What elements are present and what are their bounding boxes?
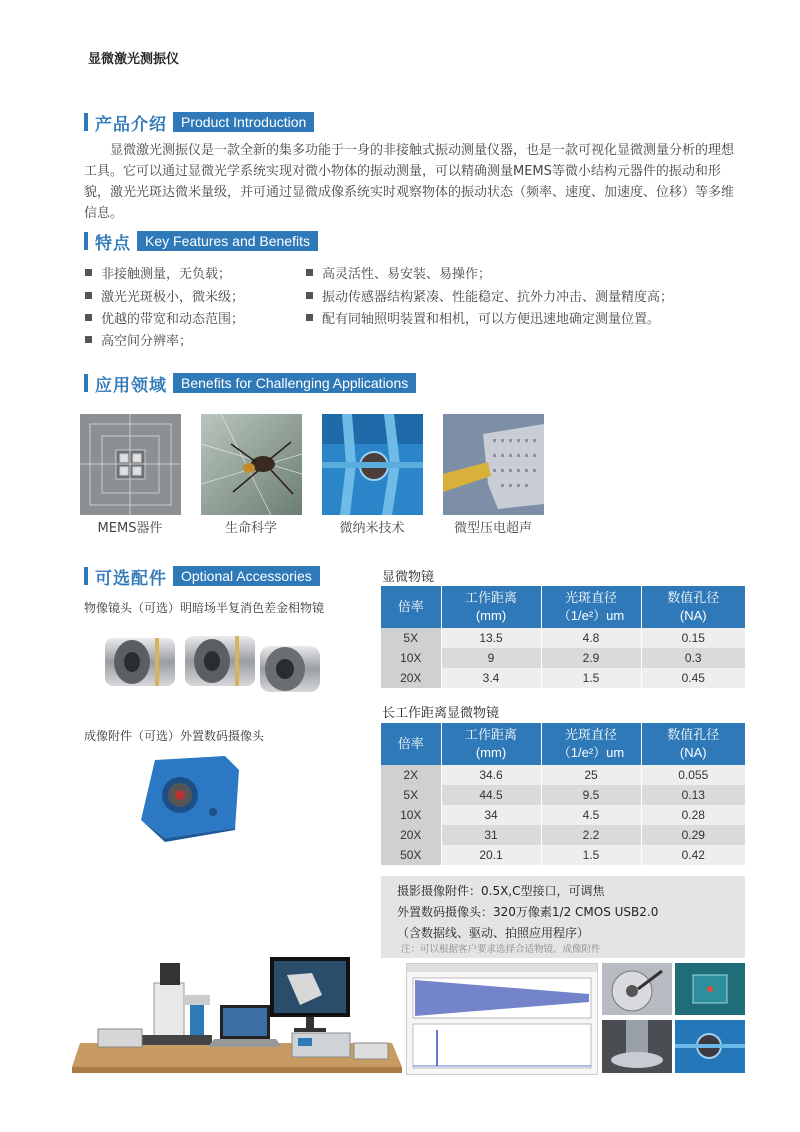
heading-bar (84, 232, 88, 250)
heading-bar (84, 374, 88, 392)
feature-item: 激光光斑极小，微米级； (85, 286, 244, 305)
section-heading-accessories (84, 565, 320, 587)
chip-microscope-image (675, 963, 745, 1015)
col-header: 倍率 (381, 586, 441, 628)
table-row: 5X 44.5 9.5 0.13 (381, 785, 745, 805)
heading-cn: 产品介绍 (95, 114, 167, 135)
digital-camera-image (135, 750, 245, 845)
section-heading-intro (84, 111, 314, 133)
heading-cn: 应用领域 (95, 375, 167, 396)
heading-cn: 可选配件 (95, 568, 167, 589)
table-row: 50X 20.1 1.5 0.42 (381, 845, 745, 865)
table-row: 2X 34.6 25 0.055 (381, 765, 745, 785)
system-setup-image (72, 935, 402, 1075)
objective-probe-image (602, 1020, 672, 1073)
heading-en: Product Introduction (173, 112, 314, 132)
life-science-image (201, 414, 302, 515)
micro-nano-image (322, 414, 423, 515)
piezo-ultrasound-image (443, 414, 544, 515)
intro-paragraph: 显微激光测振仪是一款全新的集多功能于一身的非接触式振动测量仪器，也是一款可视化显微测量分析的理想工具。它可以通过显微光学系统实现对微小物体的振动测量，可以精确测量MEMS等微小结构元器件的振动和形貌，激光光斑达微米量级，并可通过显微成像系统实时观察物体的振动状态（频率、速度、加速度、位移）等多维信息。 (84, 143, 735, 221)
long-wd-objective-table (381, 723, 745, 865)
feature-item: 振动传感器结构紧凑、性能稳定、抗外力冲击、测量精度高； (306, 286, 673, 305)
note-line: 摄影摄像附件：0.5X,C型接口，可调焦 (397, 884, 605, 898)
table-row: 20X 31 2.2 0.29 (381, 825, 745, 845)
application-caption: 生命科学 (224, 521, 277, 536)
table2-title: 长工作距离显微物镜 (382, 706, 500, 721)
feature-item: 优越的带宽和动态范围； (85, 308, 244, 327)
heading-bar (84, 567, 88, 585)
feature-item: 配有同轴照明装置和相机，可以方便迅速地确定测量位置。 (306, 308, 660, 327)
table-row: 5X 13.5 4.8 0.15 (381, 628, 745, 648)
note-small: 注：可以根据客户要求选择合适物镜、成像附件 (401, 944, 601, 955)
waveform-screenshot (406, 963, 598, 1075)
section-heading-features (84, 230, 318, 252)
mems-image (80, 414, 181, 515)
table1-title: 显微物镜 (382, 570, 435, 585)
col-header: 光斑直径 （1/e²）um (541, 723, 641, 765)
notes-box (381, 876, 745, 958)
col-header: 倍率 (381, 723, 441, 765)
page-title: 显微激光测振仪 (88, 52, 180, 67)
microstructure-image (675, 1020, 745, 1073)
heading-cn: 特点 (95, 233, 131, 254)
section-heading-applications (84, 372, 416, 394)
note-line: （含数据线、驱动、拍照应用程序） (397, 926, 590, 940)
application-caption: MEMS器件 (97, 521, 163, 536)
col-header: 数值孔径 (NA) (641, 586, 745, 628)
table-header-row (381, 586, 745, 628)
heading-en: Benefits for Challenging Applications (173, 373, 416, 393)
table-row: 20X 3.4 1.5 0.45 (381, 668, 745, 688)
application-caption: 微纳米技术 (339, 521, 405, 536)
feature-item: 高空间分辨率； (85, 330, 192, 349)
table-row: 10X 34 4.5 0.28 (381, 805, 745, 825)
application-caption: 微型压电超声 (453, 521, 532, 536)
heading-en: Key Features and Benefits (137, 231, 318, 251)
col-header: 工作距离 (mm) (441, 723, 541, 765)
heading-bar (84, 113, 88, 131)
objective-spec-table (381, 586, 745, 688)
objective-lenses-image (100, 628, 330, 698)
note-line: 外置数码摄像头：320万像素1/2 CMOS USB2.0 (397, 905, 659, 919)
objective-lens-label: 物像镜头（可选）明暗场半复消色差金相物镜 (84, 601, 325, 615)
camera-label: 成像附件（可选）外置数码摄像头 (84, 729, 265, 743)
hard-disk-image (602, 963, 672, 1015)
col-header: 光斑直径 （1/e²）um (541, 586, 641, 628)
feature-item: 非接触测量，无负载； (85, 263, 231, 282)
table-row: 10X 9 2.9 0.3 (381, 648, 745, 668)
col-header: 工作距离 (mm) (441, 586, 541, 628)
heading-en: Optional Accessories (173, 566, 320, 586)
feature-item: 高灵活性、易安装、易操作； (306, 263, 491, 282)
table-header-row (381, 723, 745, 765)
col-header: 数值孔径 (NA) (641, 723, 745, 765)
